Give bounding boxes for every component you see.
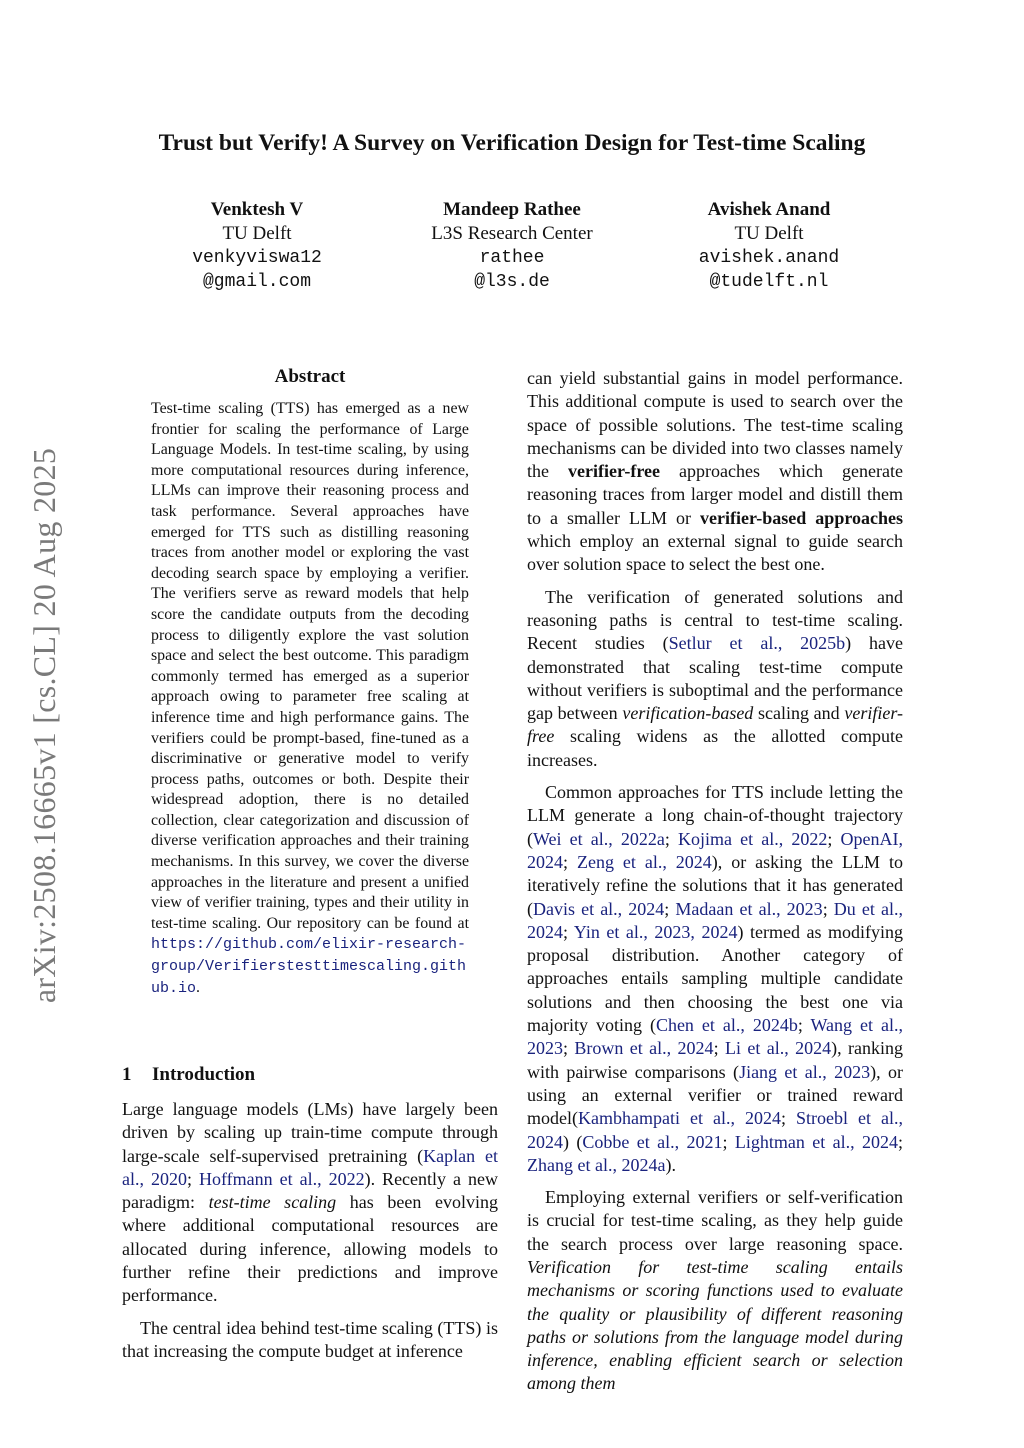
text-run: Common approaches for TTS include letting the LLM generate a long chain-of-thought trajectory ( (527, 782, 903, 849)
text-run: ). Recently a new paradigm: (122, 1168, 498, 1213)
intro-left-column (122, 1098, 498, 1363)
citation[interactable]: Brown et al., 2024 (574, 1038, 714, 1059)
section-title: Introduction (152, 1064, 256, 1085)
arxiv-identifier-text: arXiv:2508.16665v1 [cs.CL] 20 Aug 2025 (26, 447, 63, 1003)
arxiv-identifier (12, 420, 78, 1030)
author-block (649, 198, 889, 294)
paper-title: Trust but Verify! A Survey on Verification Design for Test-time Scaling (158, 130, 866, 156)
text-run: ) have demonstrated that scaling test-time compute without verifiers is suboptimal and the performance gap between (527, 633, 903, 724)
citation[interactable]: Cobbe et al., 2021 (582, 1131, 723, 1152)
paragraph (527, 586, 903, 772)
emphasis: verifier-free (527, 703, 903, 747)
bold-term: verifier-based approaches (700, 507, 903, 528)
abstract-text: Test-time scaling (TTS) has emerged as a new frontier for scaling the performance of Large Language Models. In test-time scaling, by using more computational resources during inference, LLMs can improve their reasoning process and task performance. Several approaches have emerged for TTS such as distilling reasoning traces from another model or exploring the vast decoding search space by employing a verifier. The verifiers serve as reward models that help score the candidate outputs from the decoding process to diligently explore the vast solution space and select the best outcome. This paradigm commonly termed has emerged as a superior approach owing to parameter free scaling at inference time and high performance gains. The verifiers could be prompt-based, fine-tuned as a discriminative or generative model to verify process paths, outcomes or both. Despite their widespread adoption, there is no detailed collection, clear categorization and discussion of diverse verification approaches and their training mechanisms. In this survey, we cover the diverse approaches in the literature and present a unified view of verifier training, types and their utility in test-time scaling. Our repository can be found at (151, 400, 469, 932)
text-run: scaling and (753, 703, 845, 724)
author-name: Avishek Anand (707, 199, 831, 220)
author-email-line1: venkyviswa12 (192, 248, 322, 268)
author-email-line2: @gmail.com (202, 272, 312, 292)
citation[interactable]: OpenAI, 2024 (527, 828, 903, 872)
bold-term: verifier-free (568, 461, 660, 482)
text-run: ) ( (563, 1131, 583, 1152)
text-run: can yield substantial gains in model performance. This additional compute is used to search over the space of possible solutions. The test-time scaling mechanisms can be divided into two classes namely the (527, 368, 903, 482)
author-email-line2: @tudelft.nl (709, 272, 829, 292)
author-email-line2: @l3s.de (474, 272, 550, 292)
text-run: The central idea behind test-time scaling (TTS) is that increasing the compute budget at inference (122, 1317, 498, 1361)
author-affiliation: L3S Research Center (431, 223, 593, 244)
citation[interactable]: Davis et al., 2024 (533, 898, 665, 919)
citation[interactable]: Wei et al., 2022a (533, 828, 665, 849)
section-heading (122, 1064, 502, 1086)
text-run: ), or asking the LLM to iteratively refine the solutions that it has generated ( (527, 851, 903, 919)
text-run: ; (186, 1168, 199, 1189)
citation[interactable]: Lightman et al., 2024 (734, 1131, 898, 1152)
citation[interactable]: Zhang et al., 2024a (527, 1154, 666, 1175)
citation[interactable]: Setlur et al., 2025b (668, 633, 846, 654)
abstract-end: . (196, 978, 200, 996)
author-block (137, 198, 377, 294)
paragraph: Common approaches for TTS include letting the LLM generate a long chain-of-thought trajectory (Wei et al., 2022a; Kojima et al., 2022; OpenAI, 2024; Zeng et al., 2024), or asking the LLM to iteratively refine the solutions that it has generated (Davis et al., 2024; Madaan et al., 2023; Du et al., 2024; Yin et al., 2023, 2024) termed as modifying proposal distribution. Another category of approaches entails sampling multiple candidate solutions and then choosing the best one via majority voting (Chen et al., 2024b; Wang et al., 2023; Brown et al., 2024; Li et al., 2024), ranking with pairwise comparisons (Jiang et al., 2023), or using an external verifier or trained reward model(Kambhampati et al., 2024; Stroebl et al., 2024) (Cobbe et al., 2021; Lightman et al., 2024; Zhang et al., 2024a). (527, 782, 903, 1175)
author-affiliation: TU Delft (222, 223, 292, 244)
paragraph (122, 1317, 498, 1364)
author-name: Venktesh V (210, 199, 304, 220)
citation[interactable]: Kojima et al., 2022 (678, 828, 828, 849)
author-email-line1: rathee (479, 248, 545, 268)
author-email-line1: avishek.anand (698, 248, 840, 268)
abstract-body (151, 399, 469, 999)
repo-link[interactable]: https://github.com/elixir-research-group/Verifierstesttimescaling.github.io (151, 936, 467, 997)
author-affiliation: TU Delft (734, 223, 804, 244)
citation[interactable]: Kaplan et al., 2020 (122, 1145, 499, 1189)
text-run: ) termed as modifying proposal distribution. Another category of approaches entails sampling multiple candidate solutions and then choosing the best one via majority voting ( (527, 921, 903, 1036)
text-run: scaling widens as the allotted compute increases. (527, 726, 903, 770)
intro-right-column (527, 367, 903, 1396)
text-run: ). (665, 1154, 676, 1175)
emphasis: Verification for test-time scaling entails mechanisms or scoring functions used to evaluate the quality or plausibility of different reasoning paths or solutions from the language model during inference, enabling efficient search or selection among them (527, 1256, 903, 1394)
text-run: The verification of generated solutions and reasoning paths is central to test-time scaling. Recent studies ( (527, 586, 903, 654)
citation[interactable]: Li et al., 2024 (724, 1038, 832, 1059)
author-block (392, 198, 632, 294)
citation[interactable]: Stroebl et al., 2024 (527, 1108, 903, 1152)
paragraph (527, 1186, 903, 1396)
paragraph (527, 367, 903, 577)
section-number: 1 (122, 1064, 132, 1085)
text-run: which employ an external signal to guide search over solution space to select the best one. (527, 531, 903, 575)
citation[interactable]: Madaan et al., 2023 (675, 898, 823, 919)
author-name: Mandeep Rathee (443, 199, 581, 220)
text-run: Large language models (LMs) have largely been driven by scaling up train-time compute through large-scale self-supervised pretraining ( (122, 1099, 498, 1166)
citation[interactable]: Chen et al., 2024b (655, 1015, 798, 1036)
citation[interactable]: Du et al., 2024 (527, 898, 903, 942)
citation[interactable]: Zeng et al., 2024 (576, 851, 712, 872)
citation[interactable]: Jiang et al., 2023 (739, 1061, 871, 1082)
citation[interactable]: Wang et al., 2023 (527, 1015, 903, 1059)
citation[interactable]: Hoffmann et al., 2022 (198, 1168, 365, 1189)
text-run: ), or using an external verifier or trained reward model( (527, 1061, 903, 1129)
text-run: has been evolving where additional computational resources are allocated during inference, allowing models to further refine their predictions and improve performance. (122, 1192, 498, 1306)
citation[interactable]: Yin et al., 2023, 2024 (573, 921, 738, 942)
emphasis: test-time scaling (208, 1192, 337, 1213)
text-run: Employing external verifiers or self-verification is crucial for test-time scaling, as they help guide the search process over large reasoning space. (527, 1187, 903, 1254)
paragraph (122, 1098, 498, 1308)
abstract-heading: Abstract (274, 366, 346, 387)
citation[interactable]: Kambhampati et al., 2024 (578, 1108, 781, 1129)
text-run: approaches which generate reasoning traces from larger model and distill them to a smaller LLM or (527, 461, 903, 528)
emphasis: verification-based (622, 703, 754, 724)
text-run: ), ranking with pairwise comparisons ( (527, 1038, 903, 1082)
